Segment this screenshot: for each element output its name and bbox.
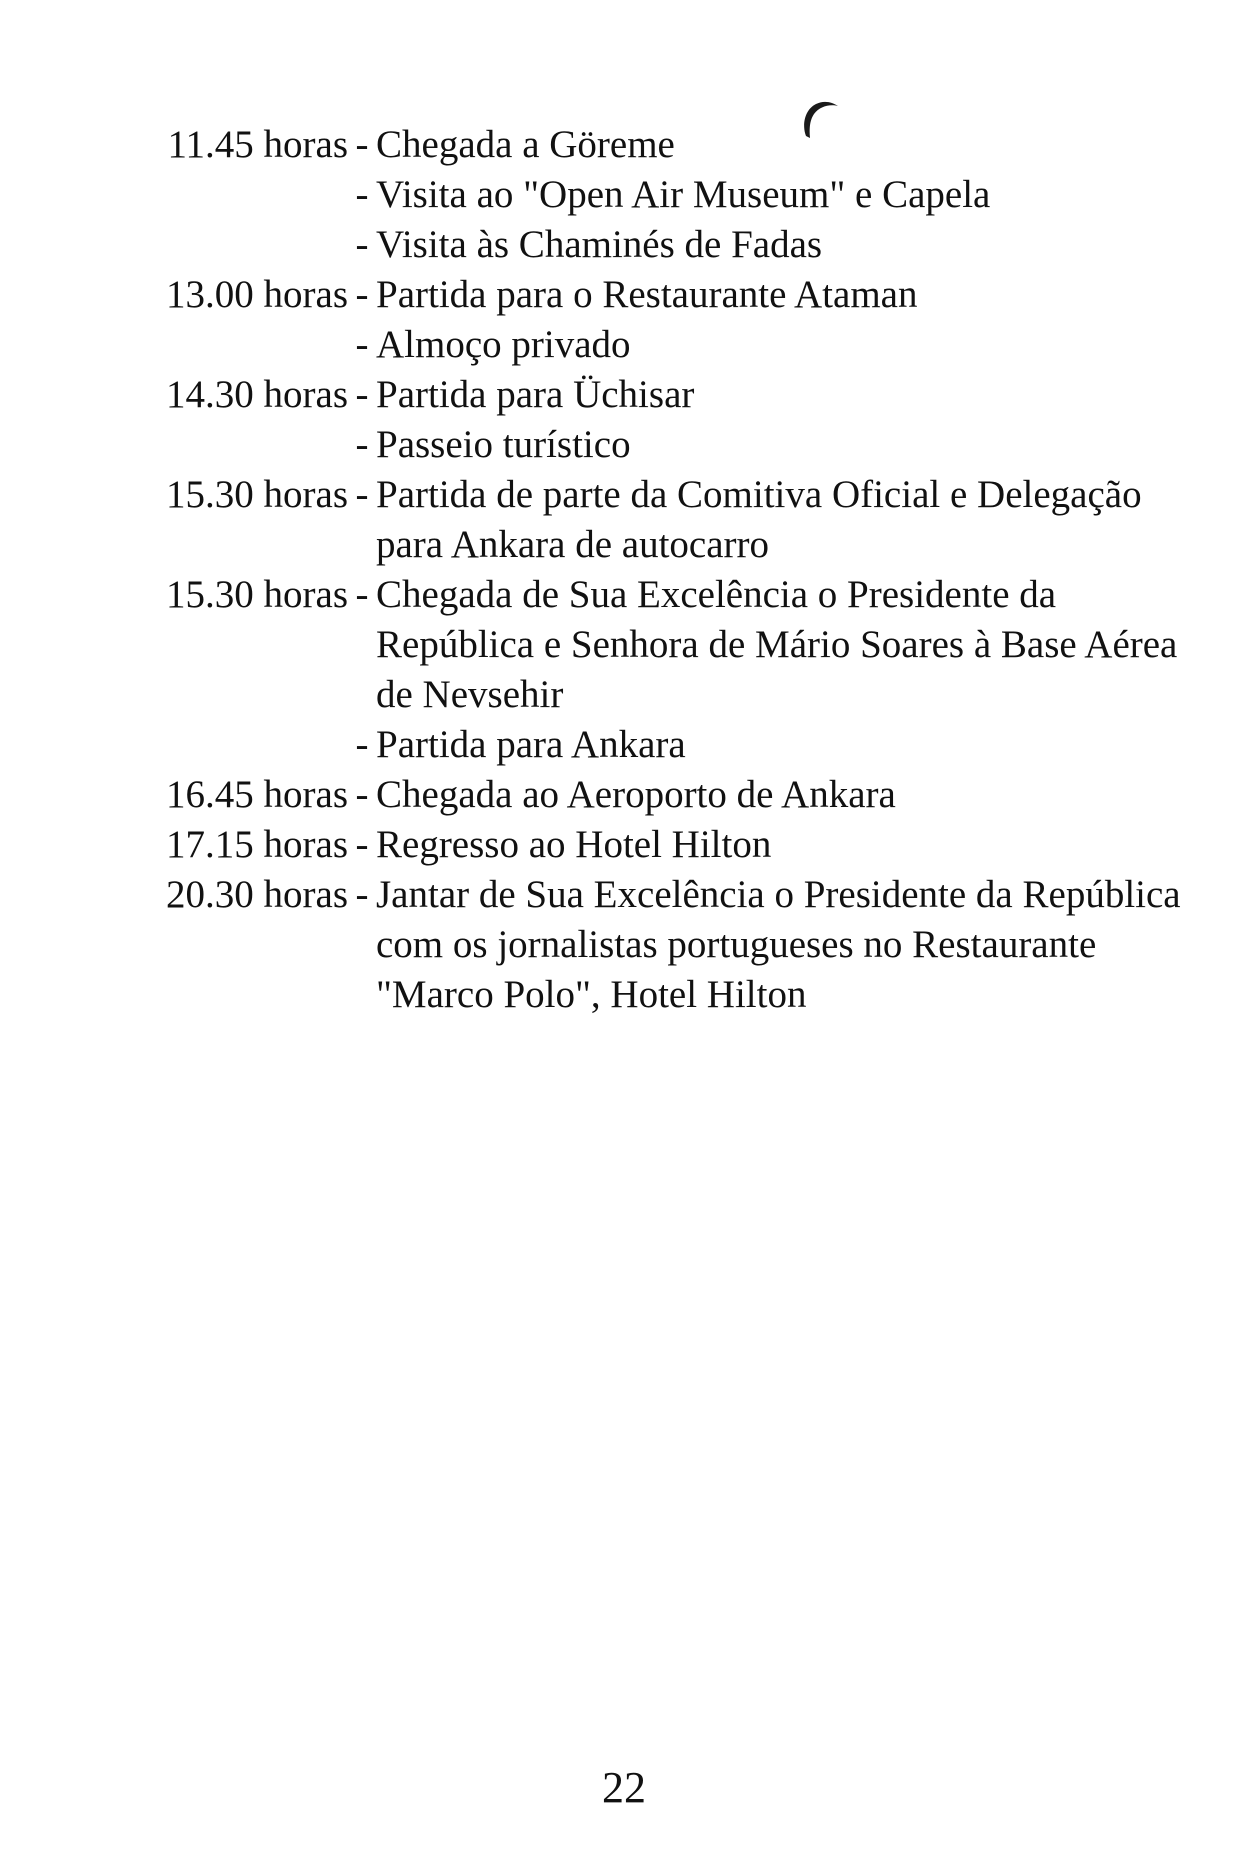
schedule-entry [118, 120, 1198, 270]
entry-line [348, 620, 1198, 670]
entry-line [348, 670, 1198, 720]
entry-time: 20.30 horas [166, 873, 348, 916]
entry-line [348, 420, 1198, 470]
entry-text: Passeio turístico [376, 423, 631, 466]
entry-line [348, 920, 1198, 970]
entry-line [348, 970, 1198, 1020]
dash-marker: - [355, 273, 369, 316]
page-number: 22 [602, 1763, 646, 1812]
entry-lines [348, 870, 1198, 1020]
schedule-entry [118, 270, 1198, 370]
entry-line [348, 370, 1198, 420]
entry-line [348, 520, 1198, 570]
entry-text: Regresso ao Hotel Hilton [376, 823, 772, 866]
entry-text: Partida de parte da Comitiva Oficial e Delegação [376, 473, 1142, 516]
entry-text: de Nevsehir [376, 673, 564, 716]
entry-time: 15.30 horas [166, 573, 348, 616]
entry-time: 16.45 horas [166, 773, 348, 816]
schedule-list [118, 120, 1198, 1020]
dash-marker: - [355, 323, 369, 366]
entry-lines [348, 470, 1198, 570]
schedule-entry [118, 820, 1198, 870]
dash-marker: - [355, 573, 369, 616]
entry-text: Chegada de Sua Excelência o Presidente da [376, 573, 1057, 616]
entry-time: 17.15 horas [166, 823, 348, 866]
entry-lines [348, 270, 1198, 370]
dash-marker: - [355, 873, 369, 916]
schedule-entry [118, 370, 1198, 470]
entry-line [348, 870, 1198, 920]
entry-time: 11.45 horas [167, 123, 348, 166]
entry-text: República e Senhora de Mário Soares à Base Aérea [376, 623, 1178, 666]
dash-marker: - [355, 173, 369, 216]
schedule-entry [118, 470, 1198, 570]
dash-marker: - [355, 423, 369, 466]
entry-time: 13.00 horas [166, 273, 348, 316]
entry-lines [348, 570, 1198, 770]
entry-line [348, 270, 1198, 320]
entry-lines [348, 770, 1198, 820]
dash-marker: - [355, 373, 369, 416]
dash-marker: - [355, 823, 369, 866]
dash-marker: - [355, 473, 369, 516]
entry-time: 15.30 horas [166, 473, 348, 516]
schedule-entry [118, 570, 1198, 770]
schedule-entry [118, 870, 1198, 1020]
entry-time: 14.30 horas [166, 373, 348, 416]
entry-line [348, 820, 1198, 870]
entry-line [348, 720, 1198, 770]
entry-line [348, 770, 1198, 820]
entry-text: com os jornalistas portugueses no Restaurante [376, 923, 1097, 966]
entry-text: Visita às Chaminés de Fadas [376, 223, 823, 266]
entry-text: para Ankara de autocarro [376, 523, 770, 566]
dash-marker: - [355, 773, 369, 816]
entry-text: Chegada ao Aeroporto de Ankara [376, 773, 896, 816]
entry-lines [348, 370, 1198, 470]
entry-line [348, 120, 1198, 170]
entry-text: Partida para Üchisar [376, 373, 695, 416]
entry-text: Partida para Ankara [376, 723, 686, 766]
entry-text: Jantar de Sua Excelência o Presidente da República [376, 873, 1181, 916]
dash-marker: - [355, 123, 369, 166]
dash-marker: - [355, 223, 369, 266]
entry-line [348, 470, 1198, 520]
entry-text: Partida para o Restaurante Ataman [376, 273, 918, 316]
entry-lines [348, 820, 1198, 870]
entry-line [348, 570, 1198, 620]
entry-line [348, 170, 1198, 220]
dash-marker: - [355, 723, 369, 766]
entry-line [348, 320, 1198, 370]
entry-text: Visita ao "Open Air Museum" e Capela [376, 173, 991, 216]
schedule-entry [118, 770, 1198, 820]
entry-text: "Marco Polo", Hotel Hilton [376, 973, 807, 1016]
entry-text: Chegada a Göreme [376, 123, 675, 166]
entry-line [348, 220, 1198, 270]
entry-text: Almoço privado [376, 323, 631, 366]
entry-lines [348, 120, 1198, 270]
